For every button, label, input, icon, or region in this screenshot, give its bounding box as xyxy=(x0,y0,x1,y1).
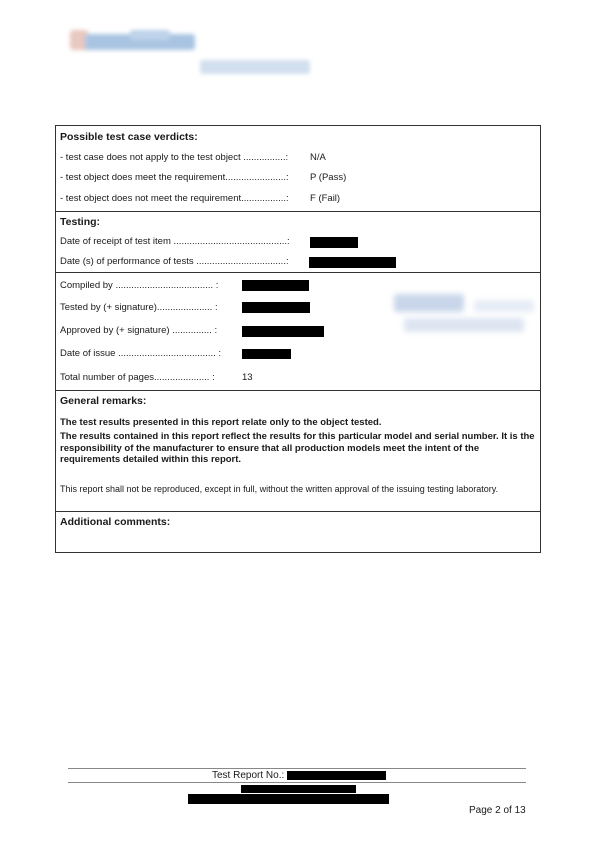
verdict-fail-label: - test object does not meet the requirement.................: xyxy=(60,193,289,204)
approved-by-label: Approved by (+ signature) ............... : xyxy=(60,325,218,336)
total-pages-label: Total number of pages..................... : xyxy=(60,372,215,383)
remarks-responsibility: The results contained in this report reflect the results for this particular model and serial number. It is the responsibility of the manufacturer to ensure that all production models meet the intent of the requirements detailed within this report. xyxy=(60,431,535,465)
testing-section xyxy=(56,211,540,272)
additional-section xyxy=(56,511,540,552)
verdict-na-label: - test case does not apply to the test object ................: xyxy=(60,152,289,163)
verdict-na-value: N/A xyxy=(310,152,326,163)
footer-rule-top xyxy=(68,768,526,769)
receipt-date-redacted xyxy=(310,237,358,248)
footer-redacted-line-2 xyxy=(188,794,389,804)
verdict-pass-label: - test object does meet the requirement.......................: xyxy=(60,172,289,183)
testing-title: Testing: xyxy=(60,216,101,228)
receipt-date-label: Date of receipt of test item ...........................................: xyxy=(60,236,290,247)
remarks-scope: The test results presented in this report relate only to the object tested. xyxy=(60,417,382,428)
compiled-by-redacted xyxy=(242,280,309,291)
footer-rule-bottom xyxy=(68,782,526,783)
verdict-fail-value: F (Fail) xyxy=(310,193,341,204)
report-summary-table xyxy=(55,125,541,553)
approved-by-redacted xyxy=(242,326,324,337)
date-of-issue-redacted xyxy=(242,349,291,359)
personnel-section xyxy=(56,272,540,390)
date-of-issue-label: Date of issue ..................................... : xyxy=(60,348,222,359)
remarks-section xyxy=(56,390,540,511)
total-pages-value: 13 xyxy=(242,372,253,383)
report-no-label: Test Report No.: xyxy=(212,770,285,781)
tested-by-redacted xyxy=(242,302,310,313)
performance-date-redacted xyxy=(309,257,396,268)
signature-stamp xyxy=(394,290,539,345)
verdicts-section xyxy=(56,126,540,211)
verdicts-title: Possible test case verdicts: xyxy=(60,131,198,143)
performance-date-label: Date (s) of performance of tests ..................................: xyxy=(60,256,289,267)
page-number: Page 2 of 13 xyxy=(469,805,526,816)
remarks-title: General remarks: xyxy=(60,395,147,407)
tested-by-label: Tested by (+ signature)..................... : xyxy=(60,302,218,313)
footer-redacted-line-1 xyxy=(241,785,356,793)
additional-title: Additional comments: xyxy=(60,516,171,528)
company-logo xyxy=(70,30,320,85)
remarks-reproduction: This report shall not be reproduced, except in full, without the written approval of the issuing testing laboratory. xyxy=(60,484,499,494)
compiled-by-label: Compiled by ..................................... : xyxy=(60,280,219,291)
report-no-redacted xyxy=(287,771,386,780)
verdict-pass-value: P (Pass) xyxy=(310,172,347,183)
